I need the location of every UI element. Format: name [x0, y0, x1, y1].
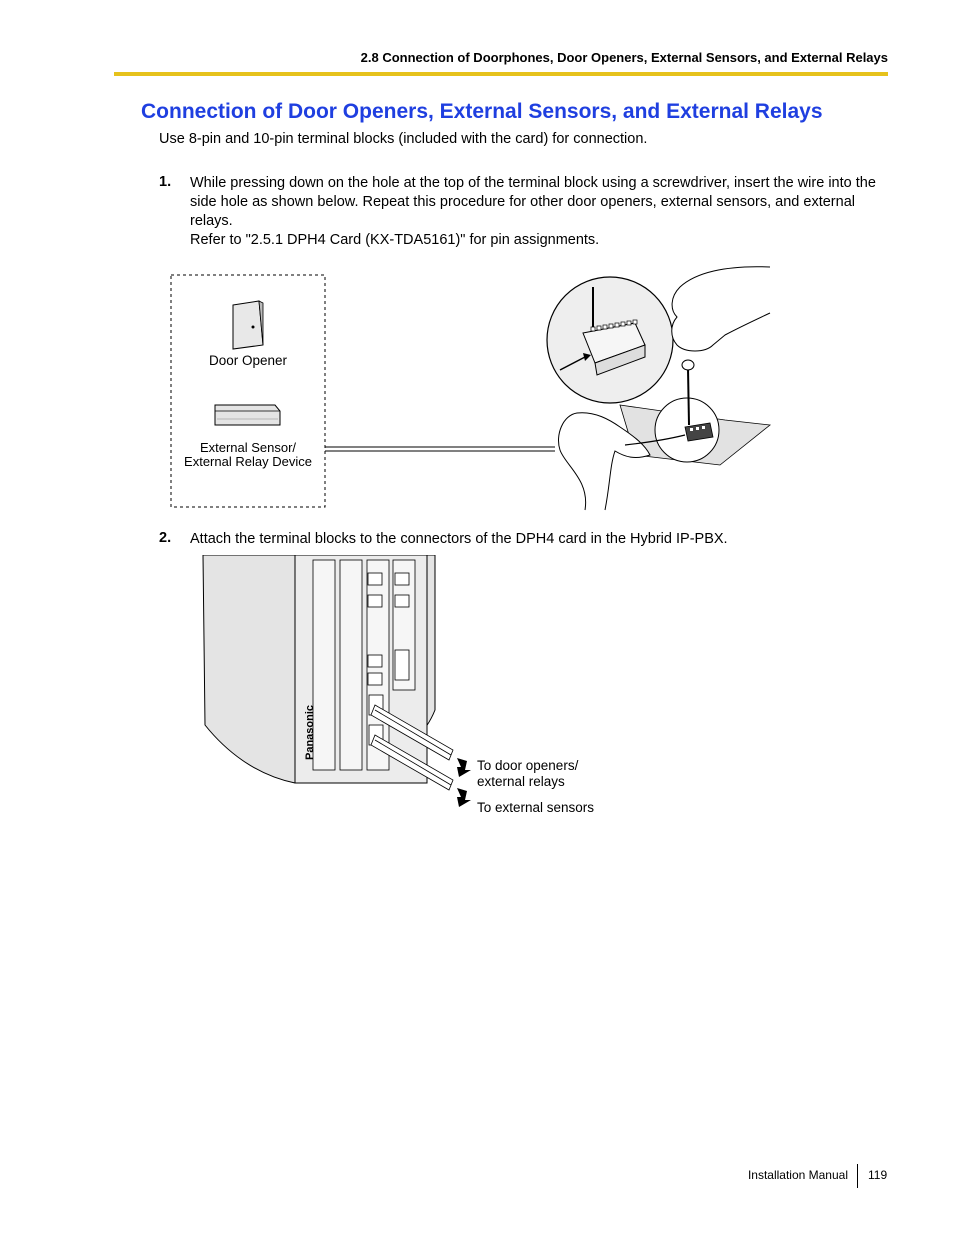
step-1-reference: Refer to "2.5.1 DPH4 Card (KX-TDA5161)" for pin assignments.: [190, 232, 600, 248]
sensor-label-line-2: External Relay Device: [184, 454, 312, 469]
step-2-text: Attach the terminal blocks to the connectors of the DPH4 card in the Hybrid IP-PBX.: [190, 531, 728, 547]
step-2-number: 2.: [159, 530, 172, 546]
footer-manual-name: Installation Manual: [747, 1168, 848, 1182]
sensor-label-line-1: External Sensor/: [199, 440, 297, 455]
arrow-down-icon: [457, 758, 471, 777]
step-1-number: 1.: [159, 174, 172, 190]
arrow-2-label: To external sensors: [477, 800, 595, 815]
intro-paragraph: Use 8-pin and 10-pin terminal blocks (included with the card) for connection.: [159, 131, 648, 147]
door-opener-label: Door Opener: [208, 353, 288, 368]
header-rule: [114, 72, 888, 76]
upper-hand-icon: [672, 267, 770, 351]
step-1-instruction: While pressing down on the hole at the top of the terminal block using a screwdriver, insert the wire into the side hole as shown below. Repeat this procedure for other door openers, external sensors, and external relays.: [190, 175, 876, 229]
page-number: 119: [868, 1168, 888, 1182]
brand-logo: Panasonic: [304, 704, 316, 760]
pbx-connection-figure: [195, 555, 635, 820]
connecting-cable: [325, 447, 555, 451]
arrow-1-label-line-1: To door openers/: [477, 758, 579, 773]
terminal-block-wiring-figure: [165, 265, 775, 515]
terminal-block-zoom-inset: [547, 277, 673, 403]
arrow-1-label-line-2: external relays: [477, 774, 565, 789]
external-sensor-icon: [215, 405, 280, 425]
arrow-down-icon: [457, 788, 471, 807]
running-header: 2.8 Connection of Doorphones, Door Openers, External Sensors, and External Relays: [360, 50, 888, 65]
step-1-text: [190, 174, 890, 250]
page-title: Connection of Door Openers, External Sensors, and External Relays: [141, 100, 823, 123]
door-opener-icon: [233, 301, 263, 349]
footer-separator: [857, 1164, 858, 1188]
